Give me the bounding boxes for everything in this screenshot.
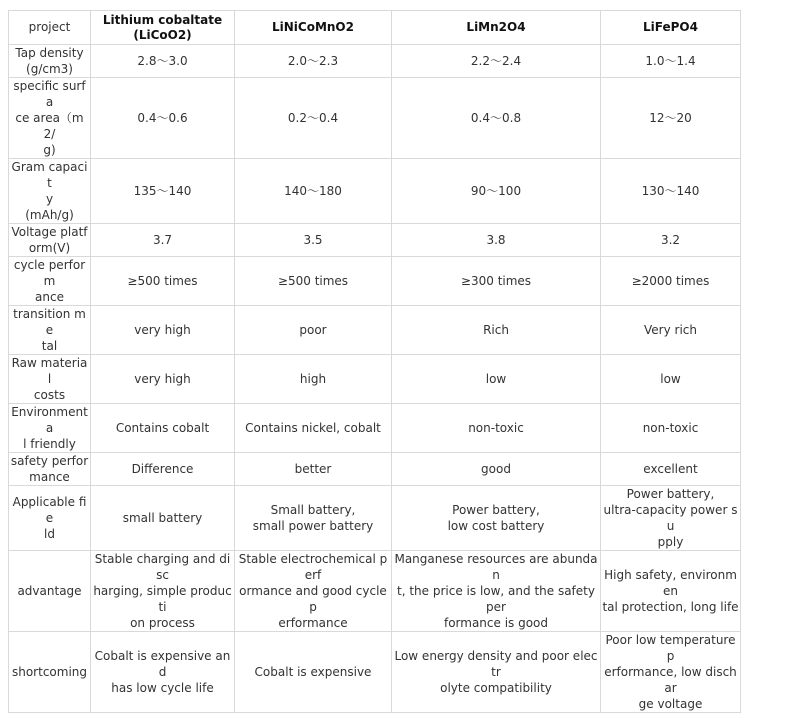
row-label: advantage — [9, 551, 91, 632]
table-cell: non-toxic — [392, 404, 601, 453]
table-cell: excellent — [601, 453, 741, 486]
table-cell: 0.2～0.4 — [235, 78, 392, 159]
row-label: Voltage platf orm(V) — [9, 224, 91, 257]
table-cell: small battery — [91, 486, 235, 551]
table-cell: 3.7 — [91, 224, 235, 257]
table-cell: Contains nickel, cobalt — [235, 404, 392, 453]
table-cell: Cobalt is expensive — [235, 632, 392, 713]
table-cell: good — [392, 453, 601, 486]
table-cell: Poor low temperature p erformance, low dischar ge voltage — [601, 632, 741, 713]
table-cell: Manganese resources are abundan t, the price is low, and the safety per formance is good — [392, 551, 601, 632]
table-cell: poor — [235, 306, 392, 355]
header-project: project — [9, 11, 91, 45]
table-cell: low — [392, 355, 601, 404]
table-container — [8, 10, 741, 713]
table-cell: better — [235, 453, 392, 486]
table-cell: very high — [91, 355, 235, 404]
header-row — [9, 11, 741, 45]
row-label: transition me tal — [9, 306, 91, 355]
table-cell: Very rich — [601, 306, 741, 355]
header-lifepo4: LiFePO4 — [601, 11, 741, 45]
table-cell: 2.0～2.3 — [235, 45, 392, 78]
row-label: Gram capacit y (mAh/g) — [9, 159, 91, 224]
table-cell: Power battery, ultra-capacity power su pply — [601, 486, 741, 551]
row-label: Environmenta l friendly — [9, 404, 91, 453]
table-cell: ≥300 times — [392, 257, 601, 306]
table-cell: Low energy density and poor electr olyte compatibility — [392, 632, 601, 713]
table-row — [9, 551, 741, 632]
table-cell: ≥2000 times — [601, 257, 741, 306]
table-cell: ≥500 times — [235, 257, 392, 306]
header-limn2o4: LiMn2O4 — [392, 11, 601, 45]
table-cell: 135～140 — [91, 159, 235, 224]
table-row — [9, 355, 741, 404]
table-cell: 3.5 — [235, 224, 392, 257]
header-licoo2: Lithium cobaltate (LiCoO2) — [91, 11, 235, 45]
table-row — [9, 159, 741, 224]
table-row — [9, 306, 741, 355]
table-cell: low — [601, 355, 741, 404]
table-cell: 3.8 — [392, 224, 601, 257]
table-cell: Rich — [392, 306, 601, 355]
table-cell: 0.4～0.6 — [91, 78, 235, 159]
table-cell: 1.0～1.4 — [601, 45, 741, 78]
table-cell: Small battery, small power battery — [235, 486, 392, 551]
table-cell: very high — [91, 306, 235, 355]
table-cell: 2.8～3.0 — [91, 45, 235, 78]
table-row — [9, 224, 741, 257]
row-label: cycle perform ance — [9, 257, 91, 306]
table-cell: 0.4～0.8 — [392, 78, 601, 159]
table-row — [9, 453, 741, 486]
row-label: shortcoming — [9, 632, 91, 713]
table-row — [9, 632, 741, 713]
table-cell: Difference — [91, 453, 235, 486]
table-row — [9, 45, 741, 78]
row-label: specific surfa ce area（m2/ g) — [9, 78, 91, 159]
table-cell: high — [235, 355, 392, 404]
table-cell: Cobalt is expensive and has low cycle life — [91, 632, 235, 713]
comparison-table — [8, 10, 741, 713]
table-cell: High safety, environmen tal protection, long life — [601, 551, 741, 632]
table-cell: 12～20 — [601, 78, 741, 159]
table-cell: 130～140 — [601, 159, 741, 224]
table-row — [9, 257, 741, 306]
table-cell: non-toxic — [601, 404, 741, 453]
table-cell: Power battery, low cost battery — [392, 486, 601, 551]
row-label: Raw material costs — [9, 355, 91, 404]
table-cell: 90～100 — [392, 159, 601, 224]
table-cell: ≥500 times — [91, 257, 235, 306]
row-label: Applicable fie ld — [9, 486, 91, 551]
table-cell: 140～180 — [235, 159, 392, 224]
table-cell: 3.2 — [601, 224, 741, 257]
table-row — [9, 404, 741, 453]
header-linicomno2: LiNiCoMnO2 — [235, 11, 392, 45]
row-label: safety perfor mance — [9, 453, 91, 486]
table-cell: Contains cobalt — [91, 404, 235, 453]
table-row — [9, 78, 741, 159]
table-cell: Stable charging and disc harging, simple producti on process — [91, 551, 235, 632]
row-label: Tap density (g/cm3) — [9, 45, 91, 78]
table-row — [9, 486, 741, 551]
table-cell: Stable electrochemical perf ormance and good cycle p erformance — [235, 551, 392, 632]
table-cell: 2.2～2.4 — [392, 45, 601, 78]
